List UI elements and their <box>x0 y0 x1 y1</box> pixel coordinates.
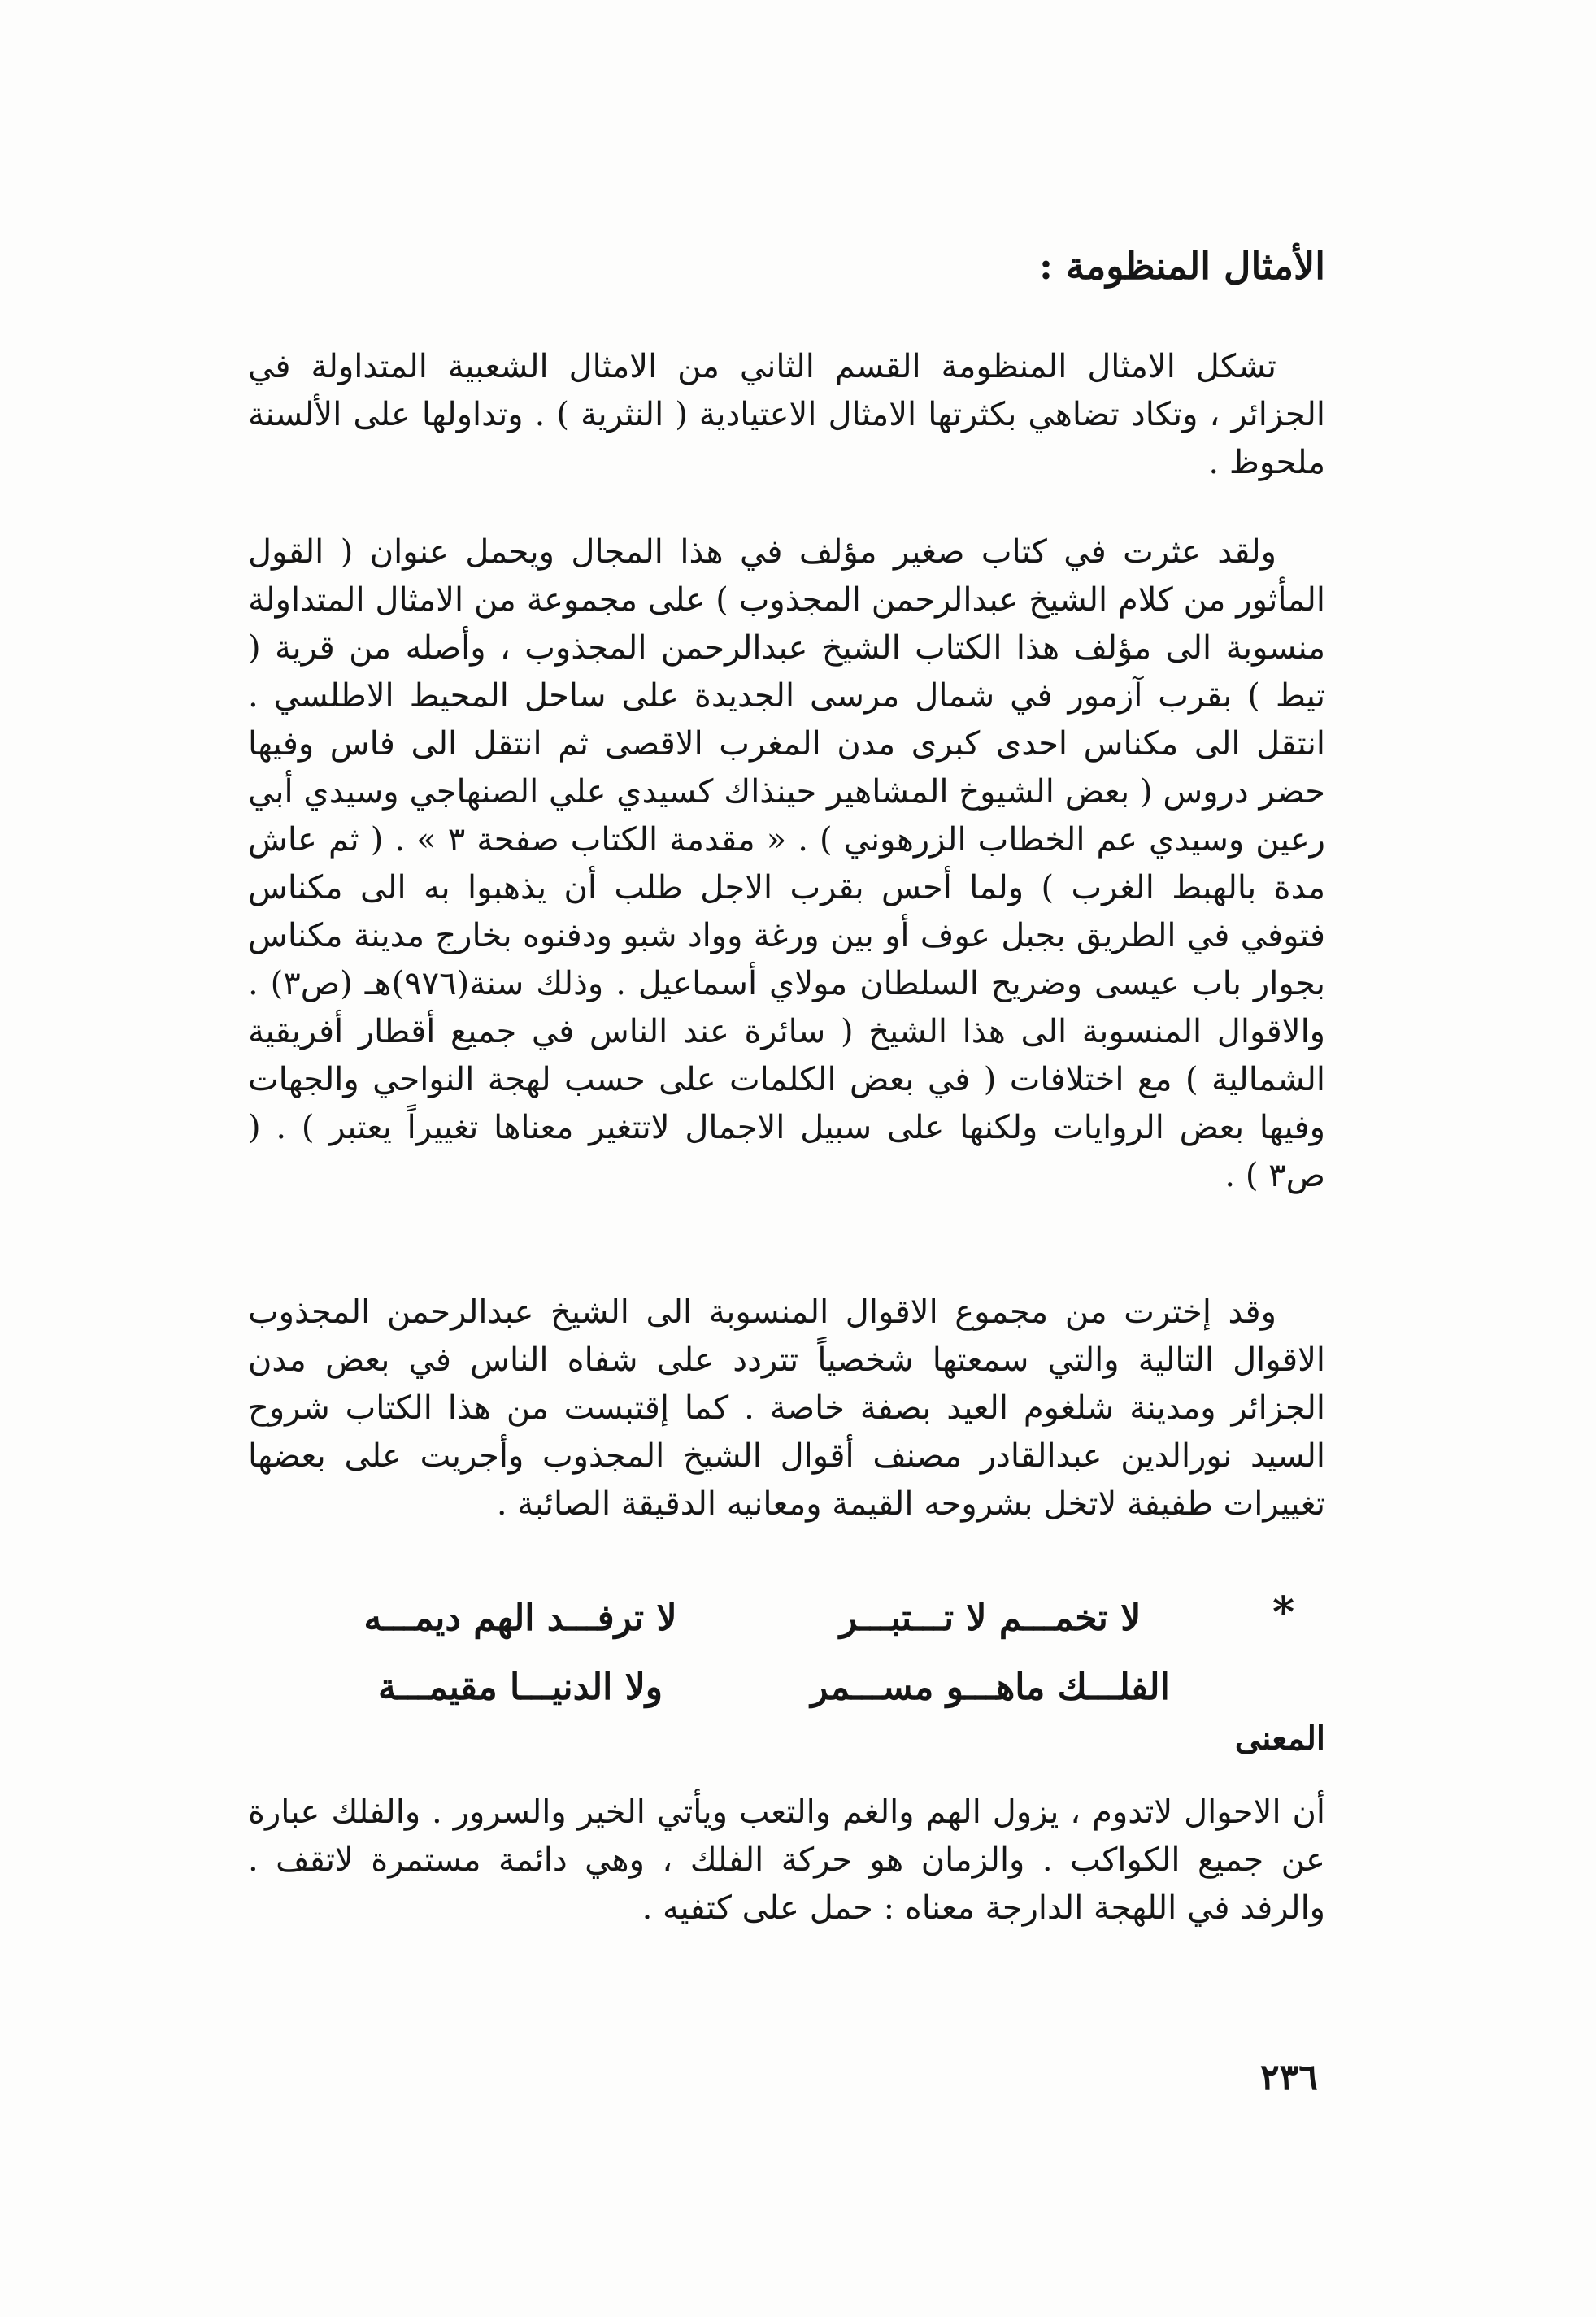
verse-marker: * <box>1272 1588 1295 1637</box>
meaning-label: المعنى <box>1234 1719 1325 1758</box>
page-number: ٢٣٦ <box>1260 2057 1318 2098</box>
paragraph-intro: تشكل الامثال المنظومة القسم الثاني من الامثال الشعبية المتداولة في الجزائر ، وتكاد تضاهي بكثرتها الامثال الاعتيادية ( النثرية ) . وتداولها على الألسنة ملحوظ . <box>248 348 1325 481</box>
verse-line1-first-hemistich: لا تخمـــم لا تـــتبـــر <box>839 1598 1142 1639</box>
section-heading: الأمثال المنظومة : <box>1038 244 1325 288</box>
verse-line2-first-hemistich: الفلـــك ماهـــو مســـمر <box>811 1667 1170 1708</box>
paragraph-meaning: أن الاحوال لاتدوم ، يزول الهم والغم والتعب ويأتي الخير والسرور . والفلك عبارة عن جميع الكواكب . والزمان هو حركة الفلك ، وهي دائمة مستمرة لاتقف . والرفد في اللهجة الدارجة معناه : حمل على كتفيه . <box>248 1793 1325 1927</box>
paragraph-selection: وقد إخترت من مجموع الاقوال المنسوبة الى الشيخ عبدالرحمن المجذوب الاقوال التالية والتي سمعتها شخصياً تتردد على شفاه الناس في بعض مدن الجزائر ومدينة شلغوم العيد بصفة خاصة . كما إقتبست من هذا الكتاب شروح السيد نورالدين عبدالقادر مصنف أقوال الشيخ المجذوب وأجريت على بعضها تغييرات طفيفة لاتخل بشروحه القيمة ومعانيه الدقيقة الصائبة . <box>248 1293 1325 1523</box>
verse-line2-second-hemistich: ولا الدنيـــا مقيمـــة <box>377 1667 663 1708</box>
verse-line1-second-hemistich: لا ترفـــد الهم ديمـــه <box>363 1598 677 1639</box>
paragraph-book-source: ولقد عثرت في كتاب صغير مؤلف في هذا المجال ويحمل عنوان ( القول المأثور من كلام الشيخ عبدالرحمن المجذوب ) على مجموعة من الامثال المتداولة منسوبة الى مؤلف هذا الكتاب الشيخ عبدالرحمن المجذوب ، وأصله من قرية ( تيط ) بقرب آزمور في شمال مرسى الجديدة على ساحل المحيط الاطلسي . انتقل الى مكناس احدى كبرى مدن المغرب الاقصى ثم انتقل الى فاس وفيها حضر دروس ( بعض الشيوخ المشاهير حينذاك كسيدي علي الصنهاجي وسيدي أبي رعين وسيدي عم الخطاب الزرهوني ) . « مقدمة الكتاب صفحة ٣ » . ( ثم عاش مدة بالهبط الغرب ) ولما أحس بقرب الاجل طلب أن يذهبوا به الى مكناس فتوفي في الطريق بجبل عوف أو بين ورغة وواد شبو ودفنوه بخارج مدينة مكناس بجوار باب عيسى وضريح السلطان مولاي أسماعيل . وذلك سنة(٩٧٦)هـ (ص٣) . والاقوال المنسوبة الى هذا الشيخ ( سائرة عند الناس في جميع أقطار أفريقية الشمالية ) مع اختلافات ( في بعض الكلمات على حسب لهجة النواحي والجهات وفيها بعض الروايات ولكنها على سبيل الاجمال لاتتغير معناها تغييراً يعتبر ) . ( ص٣ ) . <box>248 533 1325 1194</box>
